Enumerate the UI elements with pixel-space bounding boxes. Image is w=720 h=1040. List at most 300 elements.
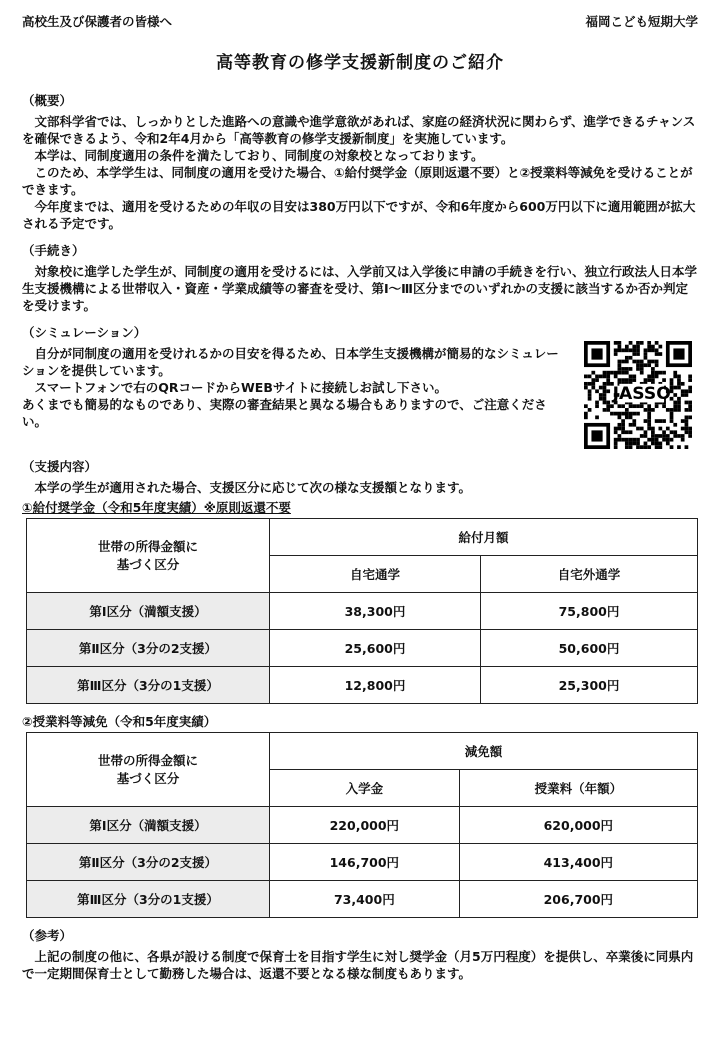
qr-module [651,371,655,375]
simulation-paragraph-3: あくまでも簡易的なものであり、実際の審査結果と異なる場合もありますので、ご注意ください。 [22,397,547,429]
table-cell: 25,600円 [270,630,481,667]
qr-module [673,404,677,408]
qr-module [636,341,640,345]
qr-module [644,356,648,360]
table-cell: 12,800円 [270,667,481,704]
qr-module [673,434,677,438]
qr-module [629,412,633,416]
qr-module [640,367,644,371]
qr-module [588,382,592,386]
qr-module [636,367,640,371]
qr-module [625,408,629,412]
qr-module [614,442,618,446]
simulation-text [22,345,562,449]
qr-module [606,408,610,412]
qr-module [685,427,689,431]
qr-module [584,375,588,379]
qr-module [651,408,655,412]
qr-module [640,404,644,408]
qr-module [677,434,681,438]
qr-module [640,371,644,375]
table-row [27,881,698,918]
qr-module [651,438,655,442]
table2-col-header-2: 授業料（年額） [459,770,697,807]
qr-module [651,348,655,352]
qr-module [606,389,610,393]
qr-module [677,386,681,390]
qr-module [606,375,610,379]
table2-col-header-1: 入学金 [270,770,460,807]
qr-module [651,345,655,349]
qr-module [618,412,622,416]
qr-module [644,363,648,367]
qr-module [625,412,629,416]
qr-module [651,360,655,364]
qr-module [677,378,681,382]
qr-module [614,430,618,434]
qr-module [632,345,636,349]
qr-module [655,404,659,408]
table-cell: 75,800円 [480,593,697,630]
qr-module [599,397,603,401]
qr-module [606,378,610,382]
qr-module [685,430,689,434]
qr-module [636,445,640,449]
qr-module [591,378,595,382]
qr-module [651,378,655,382]
qr-module [655,442,659,446]
qr-module [625,367,629,371]
qr-module [655,371,659,375]
qr-module [618,345,622,349]
qr-module [673,371,677,375]
qr-module [658,419,662,423]
qr-module [685,419,689,423]
qr-module [614,438,618,442]
qr-module [629,438,633,442]
qr-module [618,378,622,382]
qr-module [662,404,666,408]
qr-module [595,389,599,393]
qr-module [662,378,666,382]
qr-module [673,401,677,405]
qr-module [629,415,633,419]
qr-module [658,445,662,449]
qr-module [599,375,603,379]
qr-module [625,438,629,442]
qr-module [621,360,625,364]
qr-module [599,386,603,390]
qr-module [647,445,651,449]
qr-module [629,445,633,449]
qr-module [640,445,644,449]
qr-module [632,352,636,356]
qr-module [681,427,685,431]
table1-corner-header: 世帯の所得金額に 基づく区分 [27,519,270,593]
qr-module [647,438,651,442]
qr-module [681,389,685,393]
row-label: 第Ⅲ区分（3分の1支援） [27,881,270,918]
qr-module [644,408,648,412]
qr-module [666,434,670,438]
table1-caption: ①給付奨学金（令和5年度実績）※原則返還不要 [22,500,291,515]
qr-module [618,341,622,345]
table1-col-header-2: 自宅外通学 [480,556,697,593]
table-cell: 620,000円 [459,807,697,844]
row-label: 第Ⅲ区分（3分の1支援） [27,667,270,704]
tuition-reduction-table [26,732,698,918]
qr-module [625,348,629,352]
qr-module [629,442,633,446]
qr-module [588,408,592,412]
qr-module [629,430,633,434]
qr-module [677,397,681,401]
procedure-paragraph: 対象校に進学した学生が、同制度の適用を受けるには、入学前又は入学後に申請の手続きを行い、独立行政法人日本学生支援機構による世帯収入・資産・学業成績等の審査を受け、第Ⅰ～Ⅲ区分までのいずれかの支援に該当するか否か判定を受けます。 [22,264,698,313]
qr-module [655,360,659,364]
qr-module [603,408,607,412]
qr-module [651,442,655,446]
qr-module [625,356,629,360]
qr-module [614,341,618,345]
qr-module [632,360,636,364]
qr-module [618,363,622,367]
qr-module [662,430,666,434]
qr-module [662,371,666,375]
qr-logo-text: JASSO [612,384,671,405]
qr-module [685,401,689,405]
qr-module [666,438,670,442]
qr-module [599,393,603,397]
qr-module [673,375,677,379]
qr-module [606,371,610,375]
qr-module [670,415,674,419]
qr-module [636,352,640,356]
qr-module [677,401,681,405]
qr-module [618,415,622,419]
qr-module [644,378,648,382]
qr-module [647,360,651,364]
qr-module [621,371,625,375]
qr-module [636,438,640,442]
qr-module [662,419,666,423]
qr-module [614,445,618,449]
overview-paragraph-4: 今年度までは、適用を受けるための年収の目安は380万円以下ですが、令和6年度から600万円以下に適用範囲が拡大される予定です。 [22,199,696,231]
header [22,8,698,34]
qr-module [636,442,640,446]
qr-module [632,348,636,352]
qr-module [632,419,636,423]
qr-module [610,412,614,416]
qr-module [606,401,610,405]
qr-module [621,430,625,434]
qr-module [629,423,633,427]
qr-module [584,382,588,386]
simulation-paragraph-2: スマートフォンで右のQRコードからWEBサイトに接続しお試し下さい。 [34,380,447,395]
qr-module [688,386,692,390]
qr-module [621,348,625,352]
row-label: 第Ⅱ区分（3分の2支援） [27,630,270,667]
qr-code-icon[interactable] [584,341,692,449]
row-label: 第Ⅰ区分（満額支援） [27,593,270,630]
qr-module [625,430,629,434]
table1-col-header-1: 自宅通学 [270,556,481,593]
qr-module [688,375,692,379]
qr-module [636,363,640,367]
qr-module [618,367,622,371]
table2-corner-header: 世帯の所得金額に 基づく区分 [27,733,270,807]
qr-module [595,415,599,419]
qr-module [658,427,662,431]
table-row [27,630,698,667]
qr-module [647,419,651,423]
qr-module [670,378,674,382]
qr-module [625,378,629,382]
support-heading: （支援内容） [22,459,98,474]
table-cell: 220,000円 [270,807,460,844]
qr-module [625,371,629,375]
qr-module [677,375,681,379]
qr-module [621,404,625,408]
qr-module [625,415,629,419]
qr-module [618,371,622,375]
qr-module [673,430,677,434]
qr-module [644,445,648,449]
qr-module [610,404,614,408]
qr-module [681,382,685,386]
qr-module [636,360,640,364]
qr-module [644,352,648,356]
qr-module [629,356,633,360]
qr-module [688,434,692,438]
qr-module [658,434,662,438]
qr-module [658,345,662,349]
qr-module [677,445,681,449]
qr-module [681,438,685,442]
qr-module [640,341,644,345]
qr-module [595,375,599,379]
qr-module [644,442,648,446]
qr-module [688,401,692,405]
overview-paragraph-1: 文部科学省では、しっかりとした進路への意識や進学意欲があれば、家庭の経済状況に関わらず、進学できるチャンスを確保できるよう、令和2年4月から「高等教育の修学支援新制度」を実施しています。 [22,114,696,146]
qr-module [685,393,689,397]
qr-module [640,363,644,367]
qr-module [655,363,659,367]
table2-group-header: 減免額 [270,733,698,770]
qr-module [621,419,625,423]
scholarship-table [26,518,698,704]
qr-module [625,360,629,364]
table1-group-header: 給付月額 [270,519,698,556]
qr-module [647,363,651,367]
qr-module [644,430,648,434]
qr-module [666,427,670,431]
qr-module [677,382,681,386]
qr-module [636,345,640,349]
qr-module [595,378,599,382]
qr-module [618,434,622,438]
qr-module [651,430,655,434]
qr-module [655,348,659,352]
qr-module [670,430,674,434]
qr-module [610,371,614,375]
qr-module [651,427,655,431]
qr-module [640,434,644,438]
table-row [27,593,698,630]
table-cell: 50,600円 [480,630,697,667]
qr-module [647,423,651,427]
qr-module [673,423,677,427]
qr-module [655,419,659,423]
qr-module [588,389,592,393]
table-cell: 25,300円 [480,667,697,704]
qr-module [625,345,629,349]
qr-module [670,408,674,412]
qr-module [670,438,674,442]
qr-module [688,404,692,408]
qr-module [662,434,666,438]
reference-paragraph: 上記の制度の他に、各県が設ける制度で保育士を目指す学生に対し奨学金（月5万円程度）を提供し、卒業後に同県内で一定期間保育士として勤務した場合は、返還不要となる様な制度もあります。 [22,949,694,981]
qr-module [658,371,662,375]
qr-module [621,412,625,416]
qr-module [632,404,636,408]
qr-module [655,438,659,442]
qr-module [603,371,607,375]
page-title: 高等教育の修学支援新制度のご紹介 [216,53,504,73]
qr-module [629,375,633,379]
qr-module [603,386,607,390]
qr-module [588,375,592,379]
qr-module [647,427,651,431]
qr-module [647,415,651,419]
simulation-paragraph-1: 自分が同制度の適用を受けれるかの目安を得るため、日本学生支援機構が簡易的なシミュレーションを提供しています。 [22,346,559,378]
table-cell: 146,700円 [270,844,460,881]
qr-module [658,442,662,446]
table-cell: 73,400円 [270,881,460,918]
qr-module [632,442,636,446]
qr-module [632,375,636,379]
qr-module [621,438,625,442]
qr-module [666,442,670,446]
qr-module [632,378,636,382]
qr-module [614,427,618,431]
qr-module [618,427,622,431]
qr-module [647,348,651,352]
qr-module [621,367,625,371]
table-cell: 38,300円 [270,593,481,630]
qr-module [606,382,610,386]
qr-module [670,419,674,423]
qr-module [584,404,588,408]
table-cell: 413,400円 [459,844,697,881]
qr-module [621,423,625,427]
qr-module [644,348,648,352]
qr-module [644,434,648,438]
qr-module [688,389,692,393]
qr-module [629,348,633,352]
document-page [22,8,698,982]
qr-module [673,386,677,390]
qr-module [640,360,644,364]
qr-module [644,419,648,423]
qr-module [618,360,622,364]
qr-module [651,375,655,379]
qr-module [655,341,659,345]
qr-module [614,371,618,375]
institution-name: 福岡こども短期大学 [585,14,698,29]
table2-caption: ②授業料等減免（令和5年度実績） [22,714,217,729]
qr-module [681,393,685,397]
procedure-heading: （手続き） [22,243,85,258]
qr-module [618,348,622,352]
qr-module [655,352,659,356]
qr-module [677,408,681,412]
row-label: 第Ⅰ区分（満額支援） [27,807,270,844]
qr-module [688,415,692,419]
qr-module [614,412,618,416]
table-cell: 206,700円 [459,881,697,918]
qr-module [688,408,692,412]
qr-module [673,408,677,412]
table-row [27,807,698,844]
qr-module [603,393,607,397]
qr-module [632,412,636,416]
qr-module [629,367,633,371]
qr-module [677,404,681,408]
qr-module [647,378,651,382]
qr-module [651,434,655,438]
qr-module [640,427,644,431]
reference-heading: （参考） [22,928,73,943]
qr-module [595,401,599,405]
qr-module [625,442,629,446]
qr-module [588,393,592,397]
overview-paragraph-3: このため、本学学生は、同制度の適用を受けた場合、①給付奨学金（原則返還不要）と②授業料等減免を受けることができます。 [22,165,693,197]
qr-module [658,352,662,356]
qr-module [629,404,633,408]
qr-module [685,389,689,393]
row-label: 第Ⅱ区分（3分の2支援） [27,844,270,881]
qr-module [685,445,689,449]
qr-module [606,404,610,408]
qr-module [591,382,595,386]
qr-module [603,375,607,379]
qr-module [636,404,640,408]
qr-module [647,341,651,345]
qr-module [647,404,651,408]
qr-module [632,438,636,442]
qr-module [618,438,622,442]
qr-module [625,445,629,449]
qr-module [603,389,607,393]
table-row [27,667,698,704]
qr-module [655,375,659,379]
qr-module [647,345,651,349]
qr-module [681,434,685,438]
qr-module [636,348,640,352]
qr-module [595,404,599,408]
qr-module [621,378,625,382]
addressee: 高校生及び保護者の皆様へ [22,14,173,29]
qr-module [636,427,640,431]
qr-module [685,423,689,427]
qr-module [614,375,618,379]
qr-module [584,386,588,390]
qr-module [621,427,625,431]
qr-module [614,352,618,356]
qr-module [584,412,588,416]
qr-module [685,408,689,412]
qr-module [591,371,595,375]
